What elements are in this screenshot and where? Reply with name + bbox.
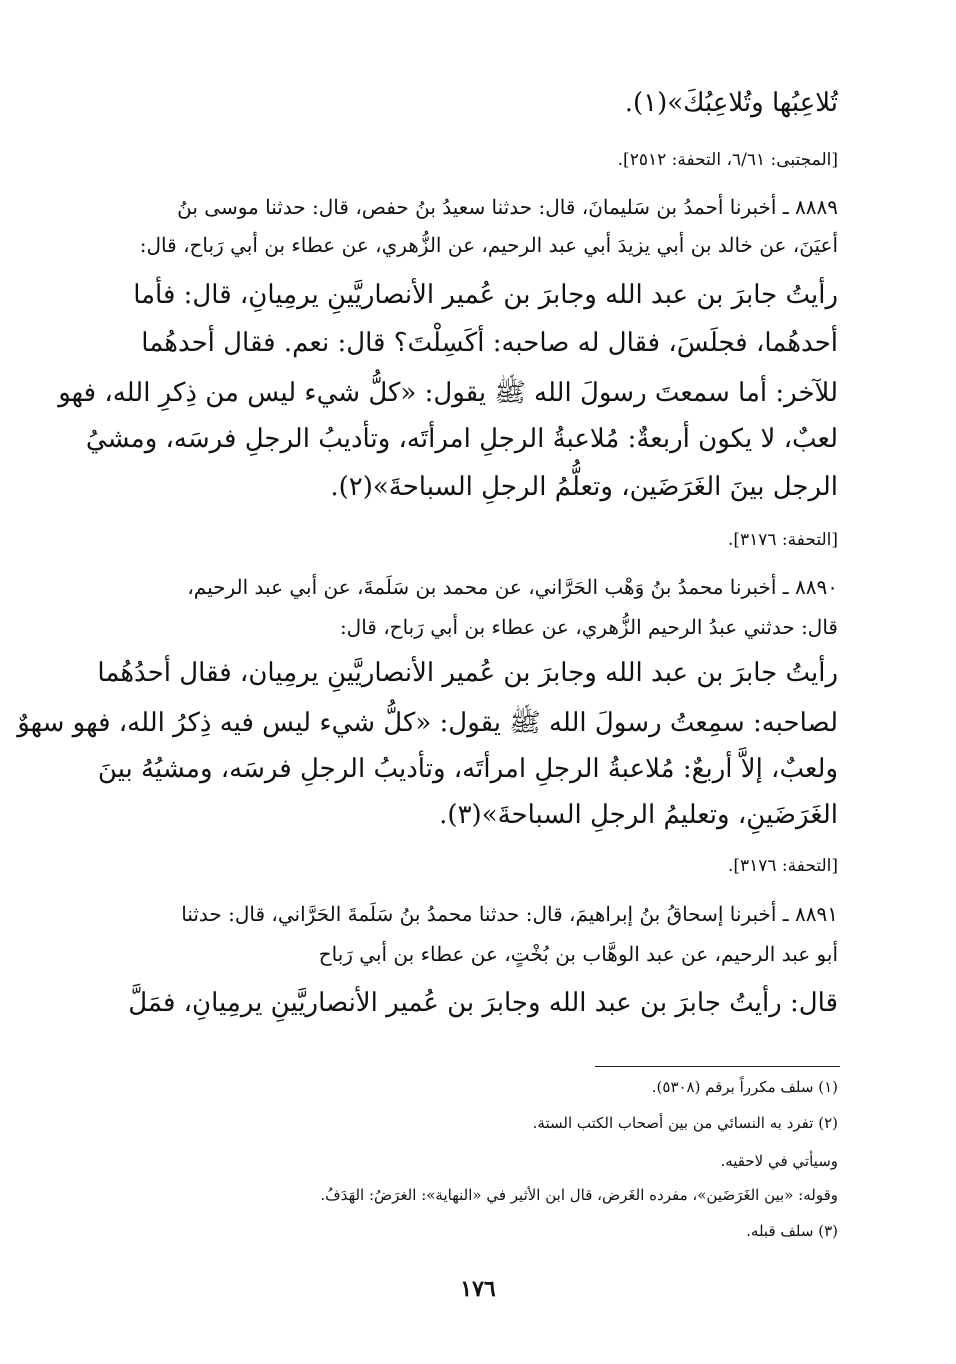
hadith-8890-matn-line: الغَرَضَينِ، وتعليمُ الرجلِ السباحةَ»(٣). — [439, 800, 838, 830]
hadith-8891-matn-line: قال: رأيتُ جابرَ بن عبد الله وجابرَ بن عُمير الأنصاريَّينِ يرمِيانِ، فمَلَّ — [128, 988, 838, 1018]
hadith-8889-isnad-line-1: ٨٨٨٩ ـ أخبرنا أحمدُ بن سَليمانَ، قال: حدثنا سعيدُ بنُ حفص، قال: حدثنا موسى بنُ — [177, 195, 838, 219]
hadith-8889-matn-line: الرجل بينَ الغَرَضَين، وتعلُّمُ الرجلِ السباحةَ»(٢). — [330, 472, 838, 502]
hadith-8890-matn-line: لصاحبه: سمِعتُ رسولَ الله ﷺ يقول: «كلُّ شيء ليس فيه ذِكرُ الله، فهو سهوٌ — [17, 708, 838, 738]
footnote: (٢) تفرد به النسائي من بين أصحاب الكتب الستة. — [532, 1114, 838, 1132]
footnote-separator — [595, 1066, 840, 1067]
hadith-8891-isnad-line-1: ٨٨٩١ ـ أخبرنا إسحاقُ بنُ إبراهيمَ، قال: حدثنا محمدُ بنُ سَلَمةَ الحَرَّاني، قال: حدثنا — [181, 902, 838, 926]
hadith-8890-matn-line: ولعبٌ، إلاَّ أربعٌ: مُلاعبةُ الرجلِ امرأتَه، وتأديبُ الرجلِ فرسَه، ومشيُهُ بينَ — [97, 754, 838, 784]
footnote: (١) سلف مكرراً برقم (٥٣٠٨). — [651, 1078, 838, 1096]
hadith-8889-matn-line: رأيتُ جابرَ بن عبد الله وجابرَ بن عُمير الأنصاريَّينِ يرمِيانِ، قال: فأما — [133, 280, 838, 310]
hadith-8890-isnad-line-2: قال: حدثني عبدُ الرحيم الزُّهري، عن عطاء بن أبي رَباح، قال: — [339, 615, 838, 639]
hadith-8890-matn-line: رأيتُ جابرَ بن عبد الله وجابرَ بن عُمير الأنصاريَّينِ يرمِيان، فقال أحدُهُما — [97, 658, 838, 688]
hadith-8889-matn-line: لعبٌ، لا يكون أربعةٌ: مُلاعبةُ الرجلِ امرأتَه، وتأديبُ الرجلِ فرسَه، ومشيُ — [85, 424, 838, 454]
text-line: تُلاعِبُها وتُلاعِبُكَ»(١). — [624, 88, 838, 118]
footnote: وسيأتي في لاحقيه. — [720, 1152, 838, 1170]
page-number: ١٧٦ — [460, 1276, 496, 1302]
footnote: وقوله: «بين الغَرَضَين»، مفرده الغَرض، قال ابن الأثير في «النهاية»: الغرَضُ: الهَدَفُ. — [320, 1186, 838, 1204]
hadith-8889-isnad-line-2: أعيَنَ، عن خالد بن أبي يزيدَ أبي عبد الرحيم، عن الزُّهري، عن عطاء بن أبي رَباح، قال: — [139, 233, 838, 257]
reference-1: [المجتبى: ٦/٦١، التحفة: ٢٥١٢]. — [617, 150, 838, 170]
hadith-8891-isnad-line-2: أبو عبد الرحيم، عن عبد الوهَّاب بن بُخْتٍ، عن عطاء بن أبي رَباح — [318, 942, 838, 966]
footnote: (٣) سلف قبله. — [746, 1222, 838, 1240]
hadith-8889-matn-line: للآخر: أما سمعتَ رسولَ الله ﷺ يقول: «كلُّ شيء ليس من ذِكرِ الله، فهو — [58, 378, 838, 408]
hadith-8890-isnad-line-1: ٨٨٩٠ ـ أخبرنا محمدُ بنُ وَهْب الحَرَّاني، عن محمد بن سَلَمةَ، عن أبي عبد الرحيم، — [187, 575, 838, 599]
hadith-8889-reference: [التحفة: ٣١٧٦]. — [727, 530, 838, 550]
hadith-8889-matn-line: أحدهُما، فجلَسَ، فقال له صاحبه: أكَسِلْتَ؟ قال: نعم. فقال أحدهُما — [141, 328, 838, 358]
hadith-8890-reference: [التحفة: ٣١٧٦]. — [727, 856, 838, 876]
